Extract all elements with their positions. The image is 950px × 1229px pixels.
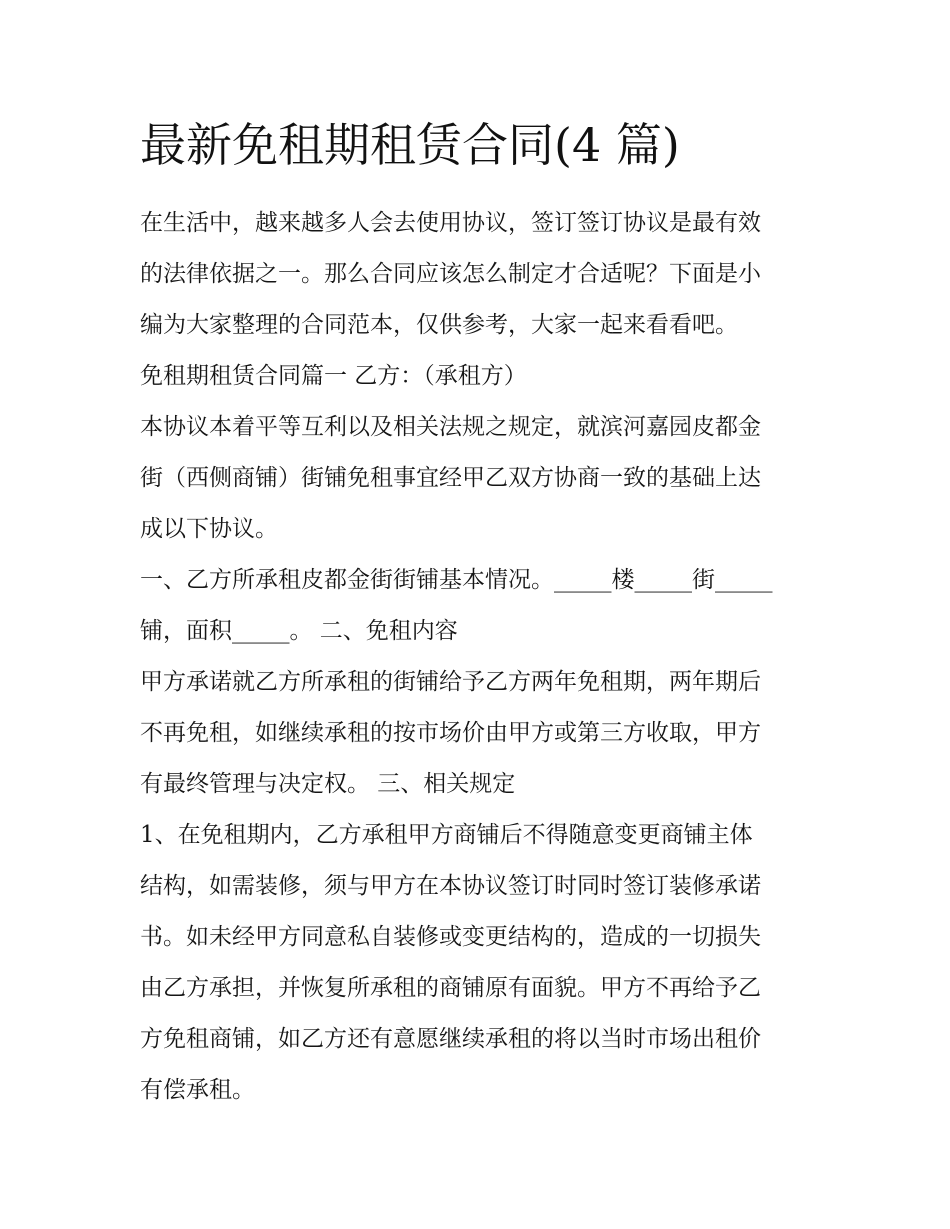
paragraph-line: 有最终管理与决定权。 三、相关规定 (140, 771, 516, 797)
paragraph-line: 铺，面积_____。 二、免租内容 (140, 618, 458, 644)
paragraph-line: 结构，如需装修，须与甲方在本协议签订时同时签订装修承诺 (140, 873, 761, 899)
paragraph-line: 方免租商铺，如乙方还有意愿继续承租的将以当时市场出租价 (140, 1026, 761, 1052)
paragraph-line: 有偿承租。 (140, 1077, 255, 1103)
paragraph-line: 1、在免租期内，乙方承租甲方商铺后不得随意变更商铺主体 (140, 822, 753, 848)
paragraph-line: 一、乙方所承租皮都金街街铺基本情况。_____楼_____街_____ (140, 567, 773, 593)
document-body (140, 198, 815, 1116)
document-title: 最新免租期租赁合同(4 篇) (140, 118, 680, 172)
paragraph-line: 的法律依据之一。那么合同应该怎么制定才合适呢？下面是小 (140, 261, 761, 287)
section-heading-line: 免租期租赁合同篇一 乙方：（承租方） (140, 363, 527, 389)
paragraph-line: 书。如未经甲方同意私自装修或变更结构的，造成的一切损失 (140, 924, 761, 950)
paragraph-line: 由乙方承担，并恢复所承租的商铺原有面貌。甲方不再给予乙 (140, 975, 761, 1001)
paragraph-line: 不再免租，如继续承租的按市场价由甲方或第三方收取，甲方 (140, 720, 761, 746)
paragraph-line: 本协议本着平等互利以及相关法规之规定，就滨河嘉园皮都金 (140, 414, 761, 440)
paragraph-line: 在生活中，越来越多人会去使用协议，签订签订协议是最有效 (140, 210, 761, 236)
paragraph-line: 编为大家整理的合同范本，仅供参考，大家一起来看看吧。 (140, 312, 738, 338)
paragraph-line: 街（西侧商铺）街铺免租事宜经甲乙双方协商一致的基础上达 (140, 465, 761, 491)
paragraph-line: 成以下协议。 (140, 516, 278, 542)
paragraph-line: 甲方承诺就乙方所承租的街铺给予乙方两年免租期，两年期后 (140, 669, 761, 695)
